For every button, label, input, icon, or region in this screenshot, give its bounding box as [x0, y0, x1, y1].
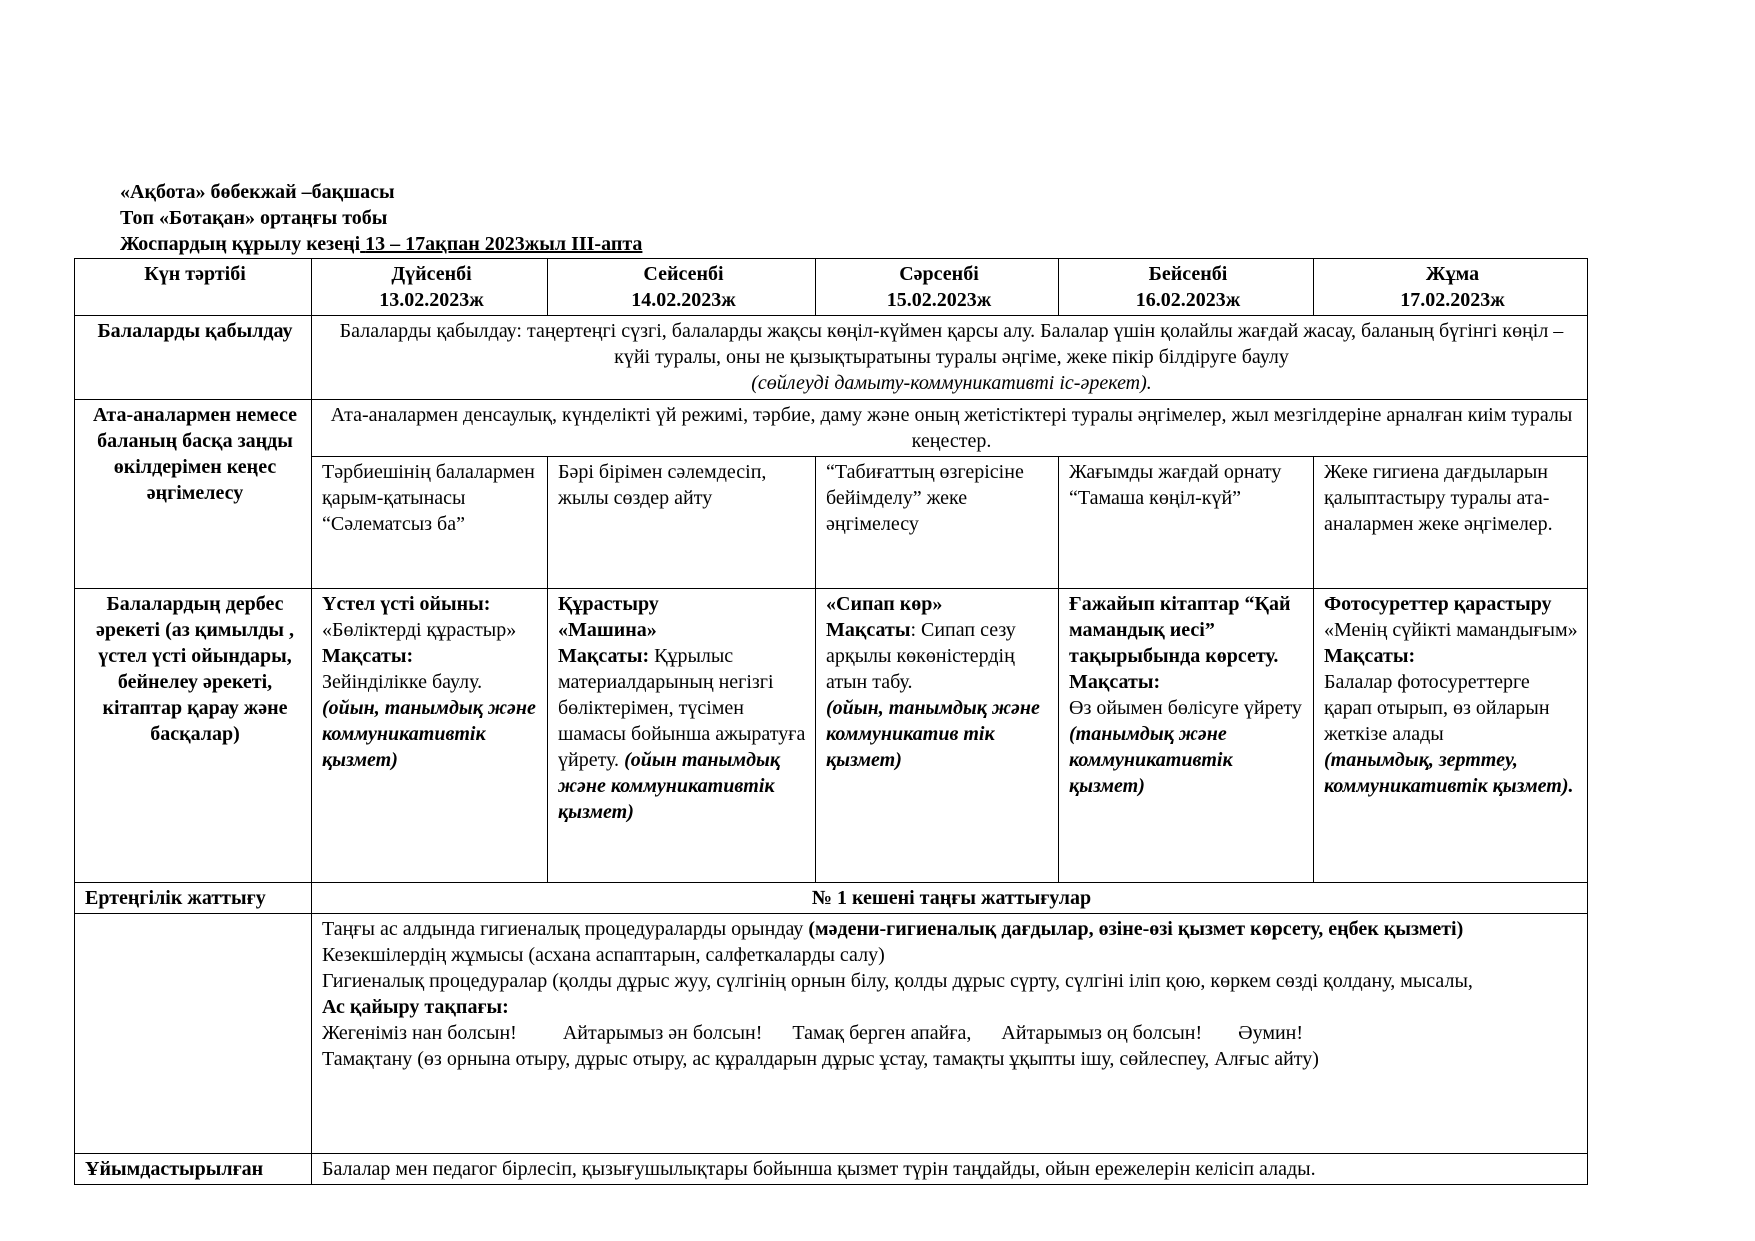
- col-tuesday-header: Сейсенбі 14.02.2023ж: [548, 259, 816, 316]
- parents-common-text: Ата-аналармен денсаулық, күнделікті үй режимі, тәрбие, даму және оның жетістіктері туралы әңгімелер, жыл мезгілдеріне арналған киім туралы кеңестер.: [312, 400, 1588, 457]
- reception-row: [75, 316, 1588, 400]
- parents-tuesday: Бәрі бірімен сәлемдесіп, жылы сөздер айту: [548, 457, 816, 589]
- group-name: Топ «Ботақан» ортаңғы тобы: [120, 207, 388, 229]
- organized-row: [75, 1154, 1588, 1185]
- reception-note: (сөйлеуді дамыту-коммуникативті іс-әрекет).: [751, 372, 1152, 394]
- activity-thursday: Ғажайып кітаптар “Қай мамандық иесі” тақырыбында көрсету. Мақсаты: Өз ойымен бөлісуге үйрету (танымдық және коммуникативтік қызмет): [1059, 589, 1314, 883]
- activity-monday: Үстел үсті ойыны: «Бөліктерді құрастыр» Мақсаты: Зейінділікке баулу. (ойын, танымдық және коммуникативтік қызмет): [312, 589, 548, 883]
- parents-common-row: [75, 400, 1588, 457]
- col-schedule-header: Күн тәртібі: [75, 259, 312, 316]
- col-monday-header: Дүйсенбі 13.02.2023ж: [312, 259, 548, 316]
- col-friday-header: Жұма 17.02.2023ж: [1314, 259, 1588, 316]
- parents-friday: Жеке гигиена дағдыларын қалыптастыру туралы ата-аналармен жеке әңгімелер.: [1314, 457, 1588, 589]
- reception-label: Балаларды қабылдау: [75, 316, 312, 400]
- organized-text: Балалар мен педагог бірлесіп, қызығушылықтары бойынша қызмет түрін таңдайды, ойын ережелерін келісіп алады.: [312, 1154, 1588, 1185]
- breakfast-row: [75, 914, 1588, 1154]
- exercise-text: № 1 кешені таңғы жаттығулар: [312, 883, 1588, 914]
- parents-label: Ата-аналармен немесе баланың басқа заңды өкілдерімен кеңес әңгімелесу: [75, 400, 312, 589]
- exercise-row: [75, 883, 1588, 914]
- weekly-plan-table: [74, 258, 1588, 1185]
- parents-wednesday: “Табиғаттың өзгерісіне бейімделу” жеке әңгімелесу: [816, 457, 1059, 589]
- exercise-label: Ертеңгілік жаттығу: [75, 883, 312, 914]
- activity-tuesday: Құрастыру «Машина» Мақсаты: Құрылыс материалдарының негізгі бөліктерімен, түсімен шамасы бойынша ажыратуға үйрету. (ойын танымдық және коммуникативтік қызмет): [548, 589, 816, 883]
- breakfast-text: Таңғы ас алдында гигиеналық процедураларды орындау (мәдени-гигиеналық дағдылар, өзіне-өзі қызмет көрсету, еңбек қызметі) Кезекшілердің жұмысы (асхана аспаптарын, салфеткаларды салу) Гигиеналық процедуралар (қолды дұрыс жуу, сүлгінің орнын білу, қолды дұрыс сүрту, сүлгіні іліп қою, көркем сөзді қолдану, мысалы, Ас қайыру тақпағы: Жегеніміз нан болсын! Айтарымыз ән болсын! Тамақ берген апайға, Айтарымыз оң болсын! Әумин! Тамақтану (өз орнына отыру, дұрыс отыру, ас құралдарын дұрыс ұстау, тамақты ұқыпты ішу, сөйлеспеу, Алғыс айту): [312, 914, 1588, 1154]
- plan-period: [120, 231, 642, 257]
- activity-friday: Фотосуреттер қарастыру «Менің сүйікті мамандығым» Мақсаты: Балалар фотосуреттерге қарап отырып, өз ойларын жеткізе алады (танымдық, зерттеу, коммуникативтік қызмет).: [1314, 589, 1588, 883]
- breakfast-label: [75, 914, 312, 1154]
- organized-label: Ұйымдастырылған: [75, 1154, 312, 1185]
- col-wednesday-header: Сәрсенбі 15.02.2023ж: [816, 259, 1059, 316]
- col-thursday-header: Бейсенбі 16.02.2023ж: [1059, 259, 1314, 316]
- plan-period-value: 13 – 17ақпан 2023жыл ІІІ-апта: [365, 233, 643, 255]
- activity-label: Балалардың дербес әрекеті (аз қимылды , үстел үсті ойындары, бейнелеу әрекеті, кітаптар қарау және басқалар): [75, 589, 312, 883]
- header-row: [75, 259, 1588, 316]
- plan-period-label: Жоспардың құрылу кезеңі: [120, 233, 361, 255]
- kindergarten-name: «Ақбота» бөбекжай –бақшасы: [120, 181, 395, 203]
- activity-wednesday: «Сипап көр» Мақсаты: Сипап сезу арқылы көкөністердің атын табу. (ойын, танымдық және коммуникатив тік қызмет): [816, 589, 1059, 883]
- parents-monday: Тәрбиешінің балалармен қарым-қатынасы “Сәлематсыз ба”: [312, 457, 548, 589]
- activity-row: [75, 589, 1588, 883]
- parents-thursday: Жағымды жағдай орнату “Тамаша көңіл-күй”: [1059, 457, 1314, 589]
- reception-text: Балаларды қабылдау: таңертеңгі сүзгі, балаларды жақсы көңіл-күймен қарсы алу. Балалар үшін қолайлы жағдай жасау, баланың бүгінгі көңіл – күйі туралы, оны не қызықтыратыны туралы әңгіме, жеке пікір білдіруге баулу (сөйлеуді дамыту-коммуникативті іс-әрекет).: [312, 316, 1588, 400]
- breakfast-poem: Жегеніміз нан болсын! Айтарымыз ән болсын! Тамақ берген апайға, Айтарымыз оң болсын! Әумин!: [322, 1022, 1304, 1044]
